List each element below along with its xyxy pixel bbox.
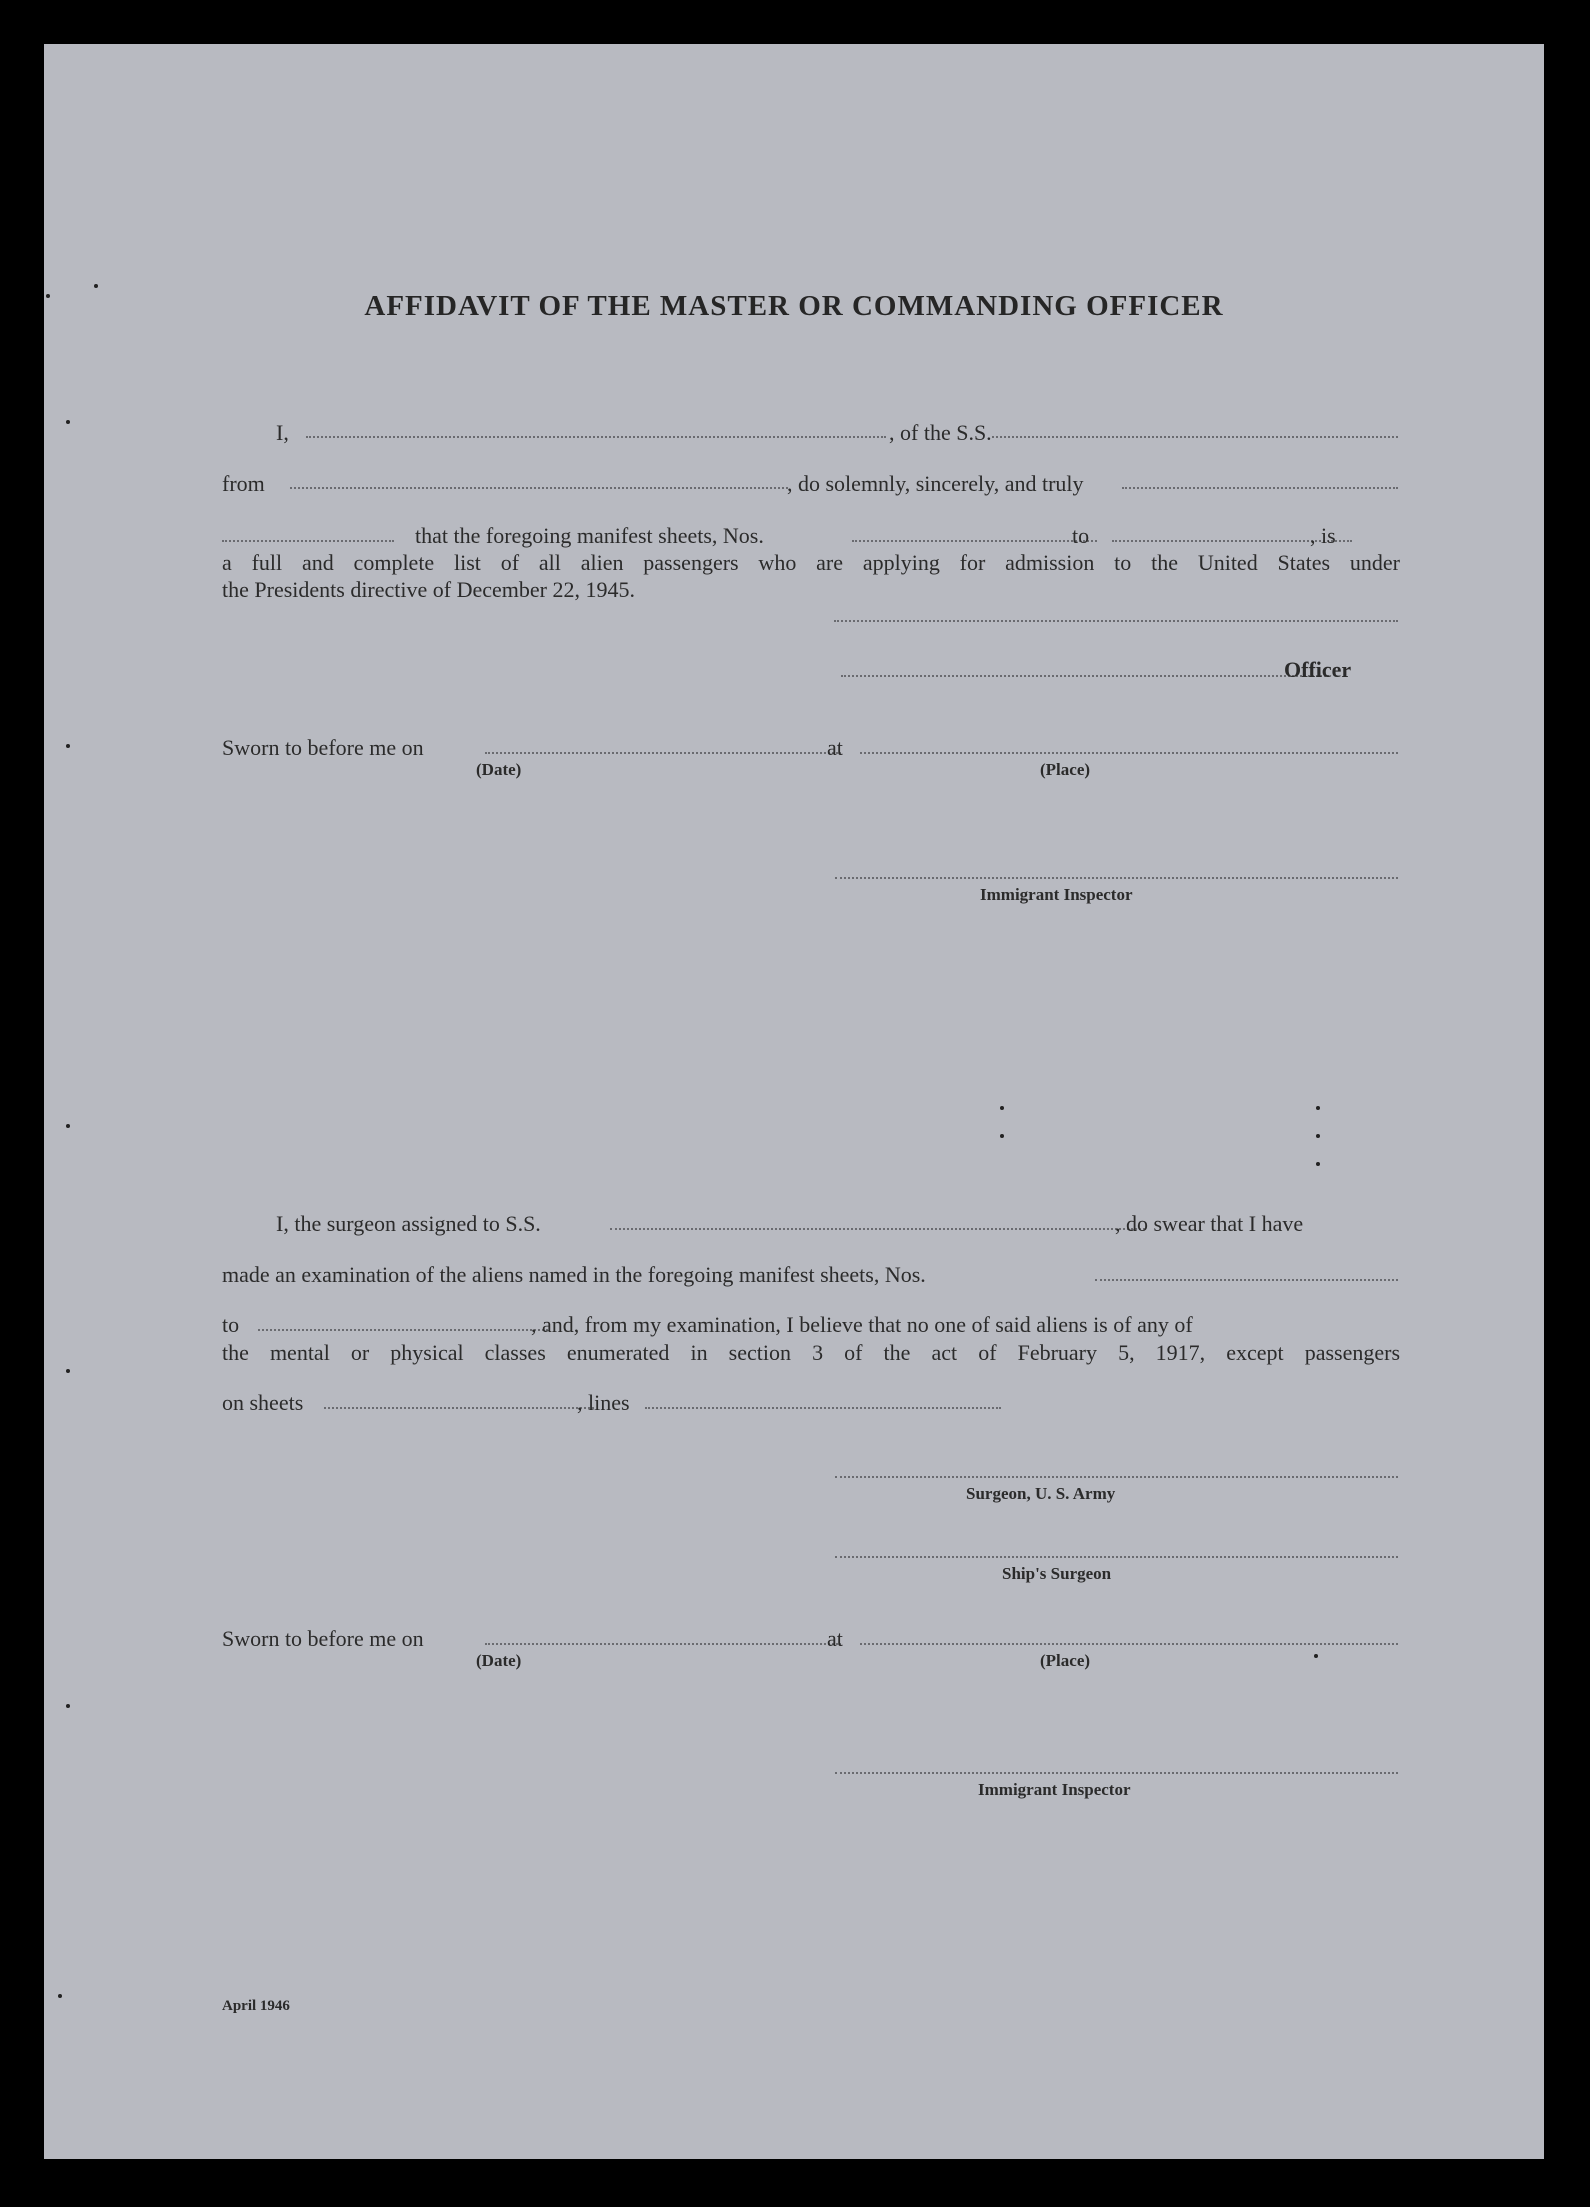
date-caption: (Date) [476,760,522,779]
surgeon-statement-end: , do swear that I have [1115,1211,1304,1236]
is-label: , is [1310,523,1336,548]
exam-sheets-from-field[interactable] [1095,1279,1398,1281]
officer-label: Officer [1284,657,1352,682]
scan-speck [94,284,98,288]
scan-speck [66,744,70,748]
ship-surgeon-caption: Ship's Surgeon [1002,1564,1112,1583]
surgeon-inspector-signature-field[interactable] [835,1772,1398,1774]
sheets-label: on sheets [222,1390,304,1415]
classes-statement: the mental or physical classes enumerated in section 3 of the act of February 5, 1917, except passengers [222,1340,1400,1365]
scan-speck [1316,1162,1320,1166]
scan-speck [58,1994,62,1998]
surgeon-sworn-date-field[interactable] [485,1643,841,1645]
lines-label: , lines [577,1390,630,1415]
sworn-date-field[interactable] [485,752,841,754]
scan-speck [66,1369,70,1373]
scan-speck [1000,1106,1004,1110]
manifest-to-label: to [1072,523,1090,548]
place-caption: (Place) [1040,760,1091,779]
exception-lines-field[interactable] [645,1407,1001,1409]
master-signature-field[interactable] [834,620,1398,622]
scan-speck [1316,1134,1320,1138]
at-label: at [827,735,843,760]
inspector-caption: Immigrant Inspector [980,885,1133,904]
form-date-footer: April 1946 [222,1998,290,2014]
surgeon-place-caption: (Place) [1040,1651,1091,1670]
swear-text: , do solemnly, sincerely, and truly [787,471,1084,496]
sworn-label: Sworn to before me on [222,735,424,760]
officer-signature-field[interactable] [841,675,1329,677]
surgeon-statement-start: I, the surgeon assigned to S.S. [276,1211,541,1236]
of-ss-label: , of the S.S. [889,420,992,445]
swear-manner-field[interactable] [1122,487,1398,489]
manifest-from-field[interactable] [852,540,1097,542]
ship-surgeon-signature-field[interactable] [835,1556,1398,1558]
scan-speck [1000,1134,1004,1138]
army-surgeon-caption: Surgeon, U. S. Army [966,1484,1116,1503]
master-name-field[interactable] [306,436,886,438]
from-port-field[interactable] [290,487,788,489]
scan-speck [1316,1106,1320,1110]
list-statement-line1: a full and complete list of all alien passengers who are applying for admission to the United States under [222,550,1400,575]
list-statement-line2: the Presidents directive of December 22, 1945. [222,577,635,602]
surgeon-sworn-label: Sworn to before me on [222,1626,424,1651]
manifest-text: that the foregoing manifest sheets, Nos. [415,523,764,548]
scan-speck [1314,1654,1318,1658]
from-label: from [222,471,265,496]
examination-statement: made an examination of the aliens named in the foregoing manifest sheets, Nos. [222,1262,926,1287]
scan-speck [66,1124,70,1128]
exception-sheets-field[interactable] [324,1407,594,1409]
surgeon-ship-field[interactable] [610,1228,1145,1230]
scan-speck [46,294,50,298]
form-title: AFFIDAVIT OF THE MASTER OR COMMANDING OFFICER [364,290,1224,322]
affidavit-form-page [44,44,1544,2159]
scan-speck [66,420,70,424]
sworn-place-field[interactable] [860,752,1398,754]
surgeon-inspector-caption: Immigrant Inspector [978,1780,1131,1799]
declare-field[interactable] [222,540,394,542]
army-surgeon-signature-field[interactable] [835,1476,1398,1478]
inspector-signature-field[interactable] [835,877,1398,879]
scan-speck [66,1704,70,1708]
examination-belief: , and, from my examination, I believe that no one of said aliens is of any of [531,1312,1193,1337]
exam-to-label: to [222,1312,240,1337]
master-i-label: I, [276,420,289,445]
surgeon-at-label: at [827,1626,843,1651]
surgeon-date-caption: (Date) [476,1651,522,1670]
exam-sheets-to-field[interactable] [258,1329,548,1331]
ship-name-field[interactable] [992,436,1398,438]
surgeon-sworn-place-field[interactable] [860,1643,1398,1645]
